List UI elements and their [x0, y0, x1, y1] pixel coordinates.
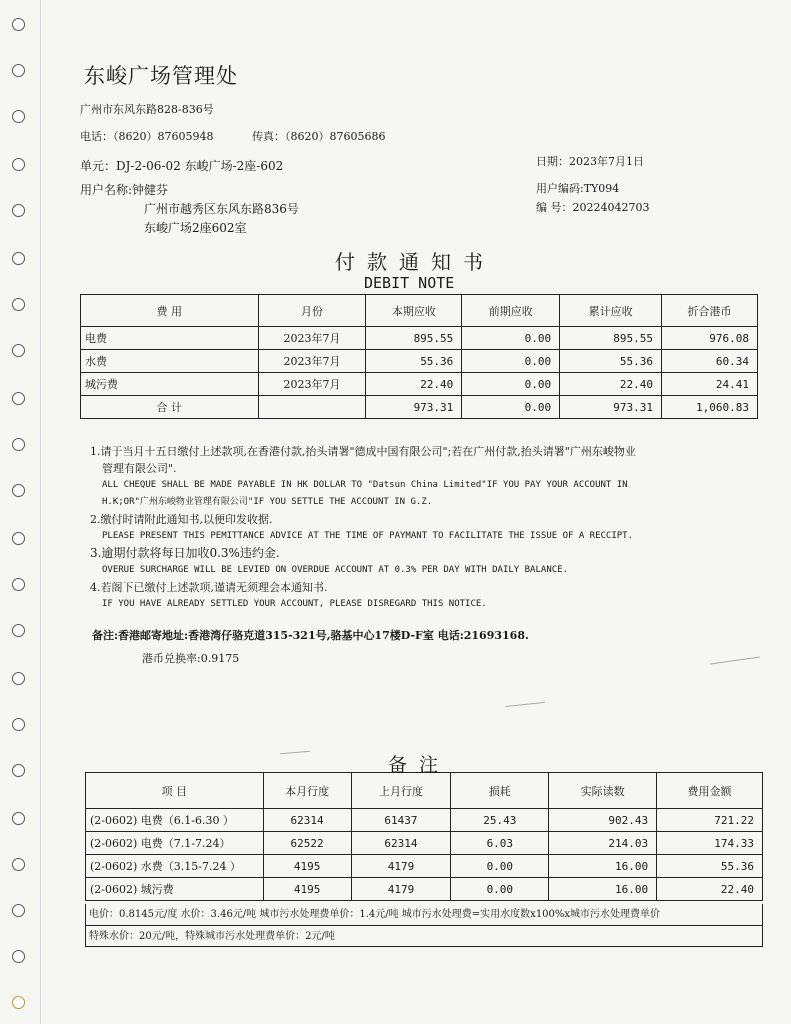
column-header: 本期应收: [366, 295, 462, 327]
user-name: 用户名称:钟健芬: [80, 183, 169, 197]
binder-hole-icon: [12, 624, 25, 637]
charge-previous: 0.00: [462, 327, 560, 350]
binder-hole-icon: [12, 204, 25, 217]
meter-loss: 25.43: [451, 809, 549, 832]
meter-last: 62314: [351, 832, 451, 855]
meter-item: (2-0602) 电费（6.1-6.30 ）: [86, 809, 264, 832]
charge-month: 2023年7月: [258, 373, 366, 396]
meter-actual: 16.00: [549, 878, 657, 901]
meter-amount: 721.22: [657, 809, 763, 832]
note-1-cn-b: 管理有限公司".: [102, 462, 177, 475]
table-row: [86, 832, 763, 855]
binder-hole-icon: [12, 344, 25, 357]
sum-month-empty: [258, 396, 366, 419]
charge-previous: 0.00: [462, 373, 560, 396]
charge-item: 电费: [81, 327, 259, 350]
meter-this: 62522: [263, 832, 351, 855]
remark-address: 备注:香港邮寄地址:香港湾仔骆克道315-321号,骆基中心17楼D-F室 电话:21693168.: [92, 629, 529, 642]
binder-hole-icon: [12, 950, 25, 963]
payment-notes: [90, 443, 710, 613]
note-2-en: PLEASE PRESENT THIS PEMITTANCE ADVICE AT THE TIME OF PAYMANT TO FACILITATE THE ISSUE OF A RECCIPT.: [102, 531, 634, 541]
meter-amount: 22.40: [657, 878, 763, 901]
column-header: 费 用: [81, 295, 259, 327]
sum-previous: 0.00: [462, 396, 560, 419]
binder-hole-icon: [12, 438, 25, 451]
table-row: [86, 809, 763, 832]
table-row: [81, 327, 758, 350]
binder-hole-icon: [12, 484, 25, 497]
meter-actual: 214.03: [549, 832, 657, 855]
serial-number: 编 号：20224042703: [536, 201, 650, 214]
table-row: [86, 878, 763, 901]
user-address-line2: 东峻广场2座602室: [144, 221, 247, 235]
meter-last: 4179: [351, 878, 451, 901]
column-header: 项 目: [86, 773, 264, 809]
column-header: 折合港币: [662, 295, 758, 327]
binder-hole-icon: [12, 64, 25, 77]
column-header: 累计应收: [560, 295, 662, 327]
price-line: 电价：0.8145元/度 水价：3.46元/吨 城市污水处理费单价：1.4元/吨 城市污水处理费=实用水度数x100%x城市污水处理费单价: [89, 909, 661, 920]
meter-item: (2-0602) 电费（7.1-7.24）: [86, 832, 264, 855]
notice-title-en: DEBIT NOTE: [364, 274, 455, 292]
table-row: [86, 855, 763, 878]
meter-this: 4195: [263, 878, 351, 901]
meter-this: 4195: [263, 855, 351, 878]
binder-hole-icon: [12, 904, 25, 917]
sum-current: 973.31: [366, 396, 462, 419]
user-address-line1: 广州市越秀区东风东路836号: [144, 202, 299, 216]
company-phone: 电话：（8620）87605948: [80, 130, 214, 143]
scan-mark: [505, 702, 545, 707]
meter-last: 4179: [351, 855, 451, 878]
meter-item: (2-0602) 城污费: [86, 878, 264, 901]
binder-hole-icon: [12, 298, 25, 311]
note-4-cn: 4.若阁下已缴付上述款项,谨请无须理会本通知书.: [90, 581, 328, 594]
meter-actual: 902.43: [549, 809, 657, 832]
exchange-rate: 港币兑换率:0.9175: [142, 652, 240, 665]
binder-hole-icon: [12, 996, 25, 1009]
sum-total: 973.31: [560, 396, 662, 419]
charge-current: 895.55: [366, 327, 462, 350]
sum-label: 合 计: [81, 396, 259, 419]
meter-last: 61437: [351, 809, 451, 832]
user-code: 用户编码:TY094: [536, 182, 620, 195]
charge-total: 22.40: [560, 373, 662, 396]
notice-date: 日期：2023年7月1日: [536, 155, 644, 168]
binder-hole-icon: [12, 764, 25, 777]
charge-hkd: 60.34: [662, 350, 758, 373]
column-header: 费用金额: [657, 773, 763, 809]
charge-item: 城污费: [81, 373, 259, 396]
note-3-cn: 3.逾期付款将每日加收0.3%违约金.: [90, 546, 280, 560]
notice-title-cn: 付款通知书: [335, 250, 495, 274]
company-address: 广州市东风东路828-836号: [80, 103, 214, 116]
note-1-cn-a: 1.请于当月十五日缴付上述款项,在香港付款,抬头请署"德成中国有限公司";若在广州付款,抬头请署"广州东峻物业: [90, 445, 636, 458]
table-row: [81, 350, 758, 373]
column-header: 损耗: [451, 773, 549, 809]
meter-amount: 55.36: [657, 855, 763, 878]
charge-month: 2023年7月: [258, 327, 366, 350]
charge-current: 22.40: [366, 373, 462, 396]
company-name: 东峻广场管理处: [84, 64, 238, 88]
binder-hole-icon: [12, 812, 25, 825]
column-header: 实际读数: [549, 773, 657, 809]
binder-hole-icon: [12, 392, 25, 405]
charge-month: 2023年7月: [258, 350, 366, 373]
meter-this: 62314: [263, 809, 351, 832]
charge-current: 55.36: [366, 350, 462, 373]
meter-loss: 6.03: [451, 832, 549, 855]
scan-mark: [280, 751, 310, 755]
column-header: 月份: [258, 295, 366, 327]
charge-hkd: 24.41: [662, 373, 758, 396]
binder-hole-icon: [12, 578, 25, 591]
charges-table: [80, 294, 758, 419]
charge-total: 55.36: [560, 350, 662, 373]
binder-hole-icon: [12, 18, 25, 31]
sum-hkd: 1,060.83: [662, 396, 758, 419]
table-header-row: [81, 295, 758, 327]
binder-hole-icon: [12, 252, 25, 265]
table-row: [81, 373, 758, 396]
binder-hole-icon: [12, 858, 25, 871]
special-price-line: 特殊水价：20元/吨，特殊城市污水处理费单价：2元/吨: [86, 925, 762, 946]
column-header: 前期应收: [462, 295, 560, 327]
note-1-en-a: ALL CHEQUE SHALL BE MADE PAYABLE IN HK DOLLAR TO "Datsun China Limited"IF YOU PAY YOUR ACCOUNT IN: [102, 480, 628, 490]
meter-table: [85, 772, 763, 901]
binder-hole-icon: [12, 718, 25, 731]
note-1-en-b: H.K;OR"广州东峻物业管理有限公司"IF YOU SETTLE THE ACCOUNT IN G.Z.: [102, 497, 433, 507]
column-header: 上月行度: [351, 773, 451, 809]
edge-guide-line: [40, 0, 41, 1024]
note-3-en: OVERUE SURCHARGE WILL BE LEVIED ON OVERDUE ACCOUNT AT 0.3% PER DAY WITH DAILY BALANCE.: [102, 565, 568, 575]
charge-hkd: 976.08: [662, 327, 758, 350]
charge-total: 895.55: [560, 327, 662, 350]
meter-loss: 0.00: [451, 855, 549, 878]
table-header-row: [86, 773, 763, 809]
charge-previous: 0.00: [462, 350, 560, 373]
meter-loss: 0.00: [451, 878, 549, 901]
meter-item: (2-0602) 水费（3.15-7.24 ）: [86, 855, 264, 878]
note-2-cn: 2.缴付时请附此通知书,以便印发收据.: [90, 513, 273, 526]
remarks-title: 备注: [388, 754, 451, 776]
scan-mark: [710, 657, 760, 665]
unit-info: 单元：DJ-2-06-02 东峻广场-2座-602: [80, 159, 284, 173]
price-footer: [85, 904, 763, 947]
column-header: 本月行度: [263, 773, 351, 809]
charge-item: 水费: [81, 350, 259, 373]
meter-actual: 16.00: [549, 855, 657, 878]
binder-hole-icon: [12, 110, 25, 123]
binder-hole-icon: [12, 158, 25, 171]
binder-hole-icon: [12, 532, 25, 545]
table-sum-row: [81, 396, 758, 419]
meter-amount: 174.33: [657, 832, 763, 855]
binder-hole-icon: [12, 672, 25, 685]
note-4-en: IF YOU HAVE ALREADY SETTLED YOUR ACCOUNT, PLEASE DISREGARD THIS NOTICE.: [102, 599, 487, 609]
company-fax: 传真：（8620）87605686: [252, 130, 386, 143]
